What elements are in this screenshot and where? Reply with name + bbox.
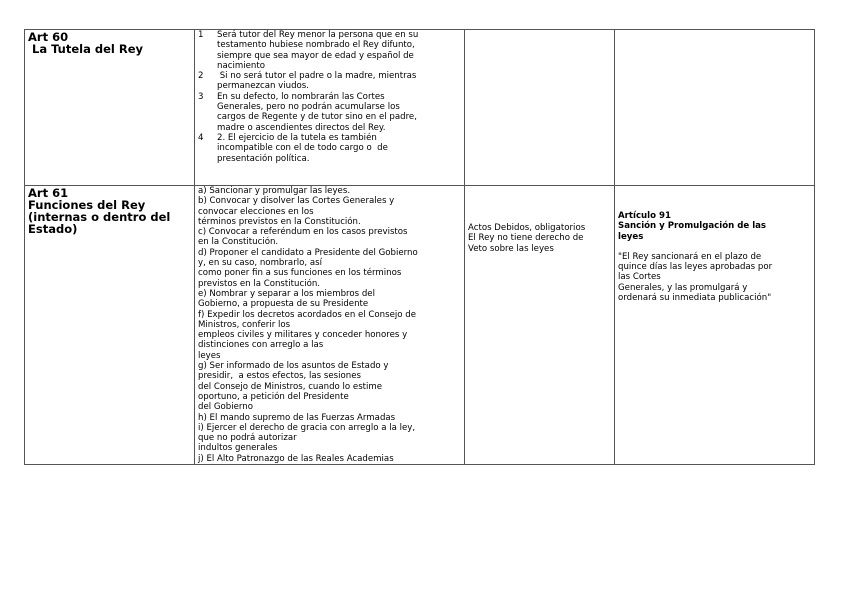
function-line: en la Constitución. bbox=[198, 237, 279, 248]
related-quote-line: "El Rey sancionará en el plazo de bbox=[618, 251, 762, 262]
list-item bbox=[198, 30, 462, 71]
related-article bbox=[618, 211, 812, 303]
item-number: 3 bbox=[198, 91, 204, 102]
item-line: nacimiento bbox=[217, 60, 265, 71]
function-line: empleos civiles y militares y conceder honores y bbox=[198, 330, 408, 341]
related-heading: leyes bbox=[618, 231, 644, 242]
function-line: Ministros, conferir los bbox=[198, 319, 291, 330]
table-row bbox=[25, 186, 815, 465]
related-quote-line: Generales, y las promulgará y bbox=[618, 282, 748, 293]
item-line: 2. El ejercicio de la tutela es también bbox=[217, 132, 377, 143]
related-heading: Artículo 91 bbox=[618, 211, 671, 221]
list-item bbox=[198, 133, 462, 164]
item-line: presentación política. bbox=[217, 153, 310, 164]
item-number: 2 bbox=[198, 71, 204, 82]
spacer bbox=[618, 242, 812, 252]
function-line: oportuno, a petición del Presidente bbox=[198, 391, 349, 402]
item-line: Si no será tutor el padre o la madre, mientras bbox=[217, 71, 417, 82]
item-text bbox=[217, 133, 462, 164]
tutela-list bbox=[198, 30, 462, 164]
function-line: f) Expedir los decretos acordados en el Consejo de bbox=[198, 309, 416, 320]
notes-line: Actos Debidos, obligatorios bbox=[468, 223, 586, 233]
article-cell bbox=[25, 186, 195, 465]
function-line: g) Ser informado de los asuntos de Estado y bbox=[198, 361, 389, 372]
item-line: Generales, pero no podrán acumularse los bbox=[217, 102, 400, 113]
related-quote-line: quince días las leyes aprobadas por bbox=[618, 262, 773, 273]
function-line: presidir, a estos efectos, las sesiones bbox=[198, 371, 361, 382]
list-item bbox=[198, 71, 462, 92]
item-line: Será tutor del Rey menor la persona que en su bbox=[217, 30, 419, 40]
function-line: como poner fin a sus funciones en los términos bbox=[198, 268, 402, 279]
article-number: Art 61 bbox=[28, 186, 69, 200]
function-line: del Gobierno bbox=[198, 402, 253, 413]
function-line: b) Convocar y disolver las Cortes Generales y bbox=[198, 196, 395, 207]
function-line: i) Ejercer el derecho de gracia con arreglo a la ley, bbox=[198, 422, 416, 433]
function-line: indultos generales bbox=[198, 443, 278, 454]
function-line: d) Proponer el candidato a Presidente del Gobierno bbox=[198, 247, 418, 258]
item-line: En su defecto, lo nombrarán las Cortes bbox=[217, 91, 385, 102]
notes-line: Veto sobre las leyes bbox=[468, 243, 554, 254]
function-line: leyes bbox=[198, 350, 221, 361]
item-line: permanezcan viudos. bbox=[217, 81, 310, 92]
function-line: términos previstos en la Constitución. bbox=[198, 216, 361, 227]
function-line: e) Nombrar y separar a los miembros del bbox=[198, 288, 375, 299]
constitution-table bbox=[24, 29, 815, 465]
list-item bbox=[198, 92, 462, 133]
notes-cell bbox=[465, 30, 615, 186]
related-cell bbox=[615, 30, 815, 186]
item-number: 4 bbox=[198, 132, 204, 143]
item-line: madre o ascendientes directos del Rey. bbox=[217, 122, 386, 133]
item-line: incompatible con el de todo cargo o de bbox=[217, 143, 388, 154]
function-line: Gobierno, a propuesta de su Presidente bbox=[198, 299, 369, 310]
function-line: y, en su caso, nombrarlo, así bbox=[198, 258, 322, 269]
function-line: distinciones con arreglo a las bbox=[198, 340, 324, 351]
article-cell bbox=[25, 30, 195, 186]
functions-list bbox=[198, 186, 462, 464]
item-text bbox=[217, 92, 462, 133]
function-line: c) Convocar a referéndum en los casos previstos bbox=[198, 227, 408, 238]
notes-text bbox=[468, 223, 612, 254]
content-cell bbox=[195, 186, 465, 465]
article-title: La Tutela del Rey bbox=[28, 42, 143, 56]
item-line: cargos de Regente y de tutor sino en el padre, bbox=[217, 112, 417, 123]
function-line: h) El mando supremo de las Fuerzas Armadas bbox=[198, 412, 396, 423]
article-title: Funciones del Rey bbox=[28, 198, 146, 212]
article-number: Art 60 bbox=[28, 30, 69, 44]
related-cell bbox=[615, 186, 815, 465]
item-text bbox=[217, 30, 462, 71]
notes-line: El Rey no tiene derecho de bbox=[468, 233, 584, 244]
item-line: siempre que sea mayor de edad y español de bbox=[217, 50, 414, 61]
function-line: previstos en la Constitución. bbox=[198, 278, 321, 289]
function-line: a) Sancionar y promulgar las leyes. bbox=[198, 186, 351, 196]
item-number: 1 bbox=[198, 30, 204, 40]
article-title: (internas o dentro del bbox=[28, 210, 171, 224]
function-line: j) El Alto Patronazgo de las Reales Academias bbox=[198, 453, 394, 464]
item-line: testamento hubiese nombrado el Rey difunto, bbox=[217, 40, 415, 51]
function-line: del Consejo de Ministros, cuando lo estime bbox=[198, 381, 383, 392]
table-row bbox=[25, 30, 815, 186]
related-heading: Sanción y Promulgación de las bbox=[618, 221, 767, 232]
item-text bbox=[217, 71, 462, 92]
function-line: convocar elecciones en los bbox=[198, 206, 314, 217]
content-cell bbox=[195, 30, 465, 186]
article-title: Estado) bbox=[28, 222, 78, 236]
notes-cell bbox=[465, 186, 615, 465]
related-quote-line: ordenará su inmediata publicación" bbox=[618, 293, 772, 304]
function-line: que no podrá autorizar bbox=[198, 433, 297, 444]
related-quote-line: las Cortes bbox=[618, 272, 661, 283]
